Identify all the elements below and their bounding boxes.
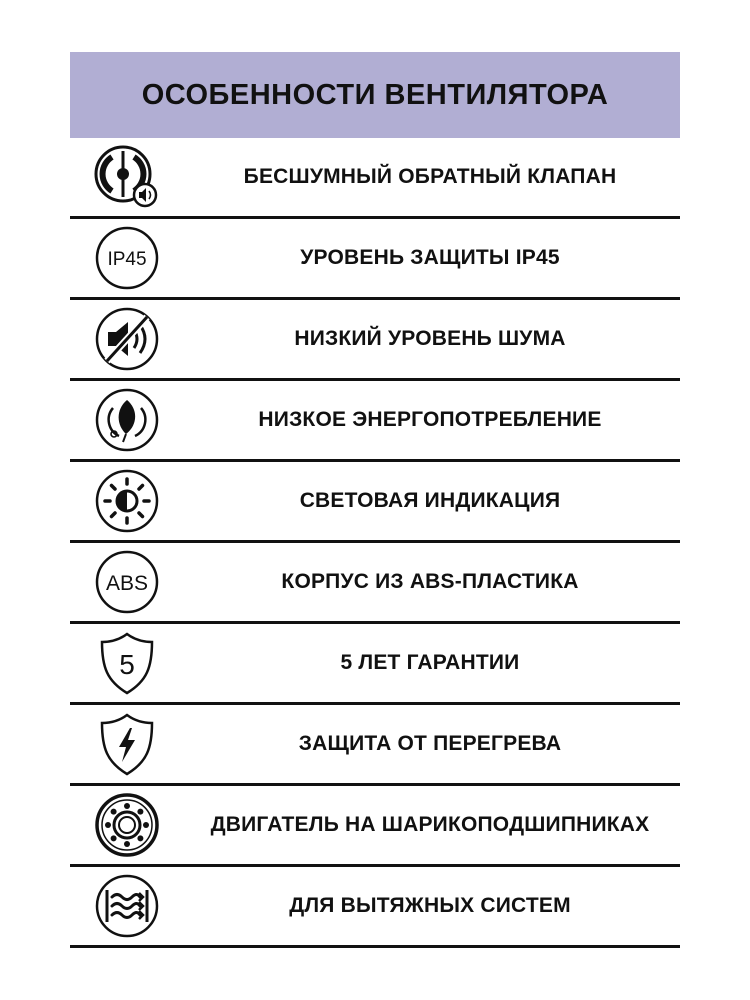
overheat-protection-shield-icon: [93, 710, 161, 778]
feature-row: [70, 300, 680, 381]
ip45-icon-text: IP45: [107, 249, 147, 270]
feature-row: [70, 138, 680, 219]
feature-label: НИЗКИЙ УРОВЕНЬ ШУМА: [294, 327, 566, 350]
feature-row: [70, 219, 680, 300]
muted-speaker-icon: [93, 305, 161, 373]
eco-leaf-icon: [93, 386, 161, 454]
features-panel: [70, 52, 680, 948]
feature-row: [70, 381, 680, 462]
abs-icon-text: ABS: [105, 572, 149, 595]
feature-label: 5 ЛЕТ ГАРАНТИИ: [340, 651, 520, 674]
feature-label: УРОВЕНЬ ЗАЩИТЫ IP45: [300, 246, 560, 269]
ball-bearing-icon: [93, 791, 161, 859]
ip45-badge-icon: [93, 224, 161, 292]
feature-label: ДВИГАТЕЛЬ НА ШАРИКОПОДШИПНИКАХ: [210, 813, 650, 836]
feature-label: НИЗКОЕ ЭНЕРГОПОТРЕБЛЕНИЕ: [258, 408, 602, 431]
exhaust-airflow-icon: [93, 872, 161, 940]
feature-row: [70, 786, 680, 867]
feature-row: [70, 462, 680, 543]
abs-badge-icon: [93, 548, 161, 616]
features-header: [70, 52, 680, 138]
warranty-icon-text: 5: [119, 649, 135, 680]
feature-row: [70, 624, 680, 705]
feature-label: БЕСШУМНЫЙ ОБРАТНЫЙ КЛАПАН: [243, 165, 617, 188]
silent-check-valve-icon: [93, 143, 161, 211]
light-indicator-icon: [93, 467, 161, 535]
feature-row: [70, 867, 680, 948]
feature-label: ЗАЩИТА ОТ ПЕРЕГРЕВА: [298, 732, 562, 755]
feature-row: [70, 543, 680, 624]
feature-label: ДЛЯ ВЫТЯЖНЫХ СИСТЕМ: [289, 894, 571, 917]
warranty-shield-icon: [93, 629, 161, 697]
page-title: ОСОБЕННОСТИ ВЕНТИЛЯТОРА: [141, 78, 609, 111]
feature-label: СВЕТОВАЯ ИНДИКАЦИЯ: [299, 489, 561, 512]
feature-label: КОРПУС ИЗ ABS-ПЛАСТИКА: [281, 570, 579, 593]
feature-row: [70, 705, 680, 786]
